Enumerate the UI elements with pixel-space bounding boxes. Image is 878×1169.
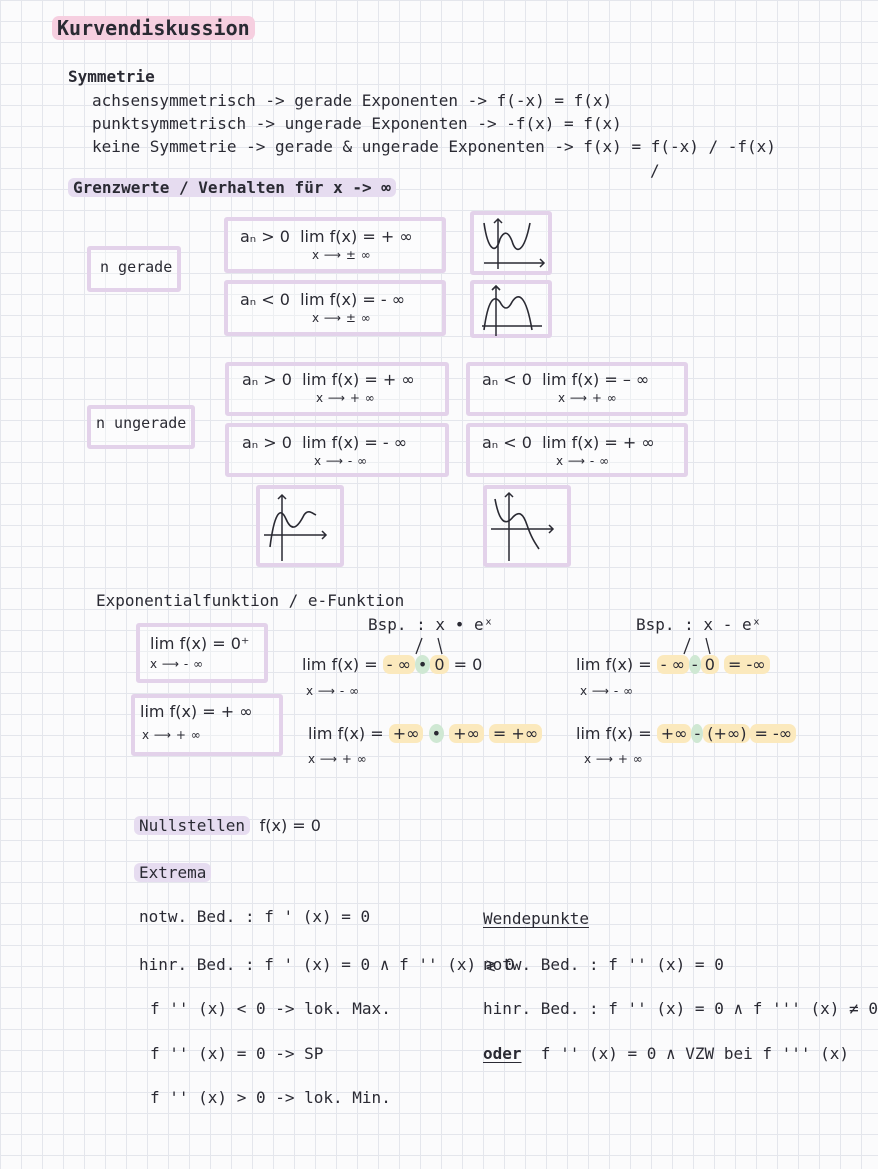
- exp-limit-box-minus: [136, 623, 268, 683]
- limit-ungerade-pos-minus-sub: x ⟶ - ∞: [314, 454, 368, 468]
- sketch-rising-curve: [256, 485, 344, 567]
- example2-bsp: Bsp. : x - eˣ: [636, 615, 762, 634]
- limit-ungerade-neg-minus-sub: x ⟶ - ∞: [556, 454, 610, 468]
- nullstellen: Nullstellen f(x) = 0: [134, 816, 321, 835]
- wendepunkte-hinr: hinr. Bed. : f '' (x) = 0 ∧ f ''' (x) ≠ 0: [483, 999, 878, 1018]
- example2-line1-sub: x ⟶ - ∞: [580, 684, 634, 698]
- limit-gerade-pos-sub: x ⟶ ± ∞: [312, 248, 372, 262]
- example2-line2-sub: x ⟶ + ∞: [584, 752, 644, 766]
- extrema-hinr: hinr. Bed. : f ' (x) = 0 ∧ f '' (x) ≷ 0: [139, 955, 515, 974]
- extrema-case-sp: f '' (x) = 0 -> SP: [150, 1044, 324, 1063]
- example1-line1: lim f(x) = - ∞ • 0 = 0: [302, 655, 483, 674]
- example1-bracket-lines: [410, 636, 450, 656]
- sketch-falling-curve: [483, 485, 571, 567]
- exp-limit-plus: lim f(x) = + ∞: [140, 702, 253, 721]
- exp-limit-minus: lim f(x) = 0⁺: [150, 634, 250, 653]
- exp-limit-minus-sub: x ⟶ - ∞: [150, 657, 204, 671]
- wendepunkte-heading: Wendepunkte: [483, 909, 589, 928]
- wendepunkte-oder: oder f '' (x) = 0 ∧ VZW bei f ''' (x): [483, 1044, 850, 1063]
- limit-gerade-neg-sub: x ⟶ ± ∞: [312, 311, 372, 325]
- limit-ungerade-pos-plus-sub: x ⟶ + ∞: [316, 391, 376, 405]
- page-title: Kurvendiskussion: [52, 16, 255, 40]
- n-ungerade-label: n ungerade: [96, 414, 187, 432]
- limit-gerade-neg: aₙ < 0 lim f(x) = - ∞: [240, 290, 406, 309]
- limit-gerade-pos: aₙ > 0 lim f(x) = + ∞: [240, 227, 413, 246]
- sketch-m-curve: [470, 280, 550, 340]
- limit-ungerade-neg-plus-sub: x ⟶ + ∞: [558, 391, 618, 405]
- example1-line2: lim f(x) = +∞ • +∞ = +∞: [308, 724, 542, 743]
- extrema-heading: Extrema: [134, 863, 211, 882]
- symmetrie-line-point: punktsymmetrisch -> ungerade Exponenten -> -f(x) = f(x): [92, 114, 622, 133]
- limit-ungerade-pos-plus: aₙ > 0 lim f(x) = + ∞: [242, 370, 415, 389]
- example1-bsp: Bsp. : x • eˣ: [368, 615, 494, 634]
- example2-bracket-lines: [678, 636, 718, 656]
- symmetrie-heading: Symmetrie: [68, 67, 155, 86]
- example2-line1: lim f(x) = - ∞ - 0 = -∞: [576, 655, 770, 674]
- exponential-heading: Exponentialfunktion / e-Funktion: [96, 591, 405, 610]
- symmetrie-line-none: keine Symmetrie -> gerade & ungerade Exponenten -> f(x) = f(-x) / -f(x): [92, 137, 776, 156]
- example2-line2: lim f(x) = +∞ - (+∞) = -∞: [576, 724, 796, 743]
- grenzwerte-heading: Grenzwerte / Verhalten für x -> ∞: [68, 178, 396, 197]
- limit-ungerade-neg-plus: aₙ < 0 lim f(x) = – ∞: [482, 370, 650, 389]
- extrema-notw: notw. Bed. : f ' (x) = 0: [139, 907, 371, 926]
- limit-ungerade-pos-minus: aₙ > 0 lim f(x) = - ∞: [242, 433, 408, 452]
- example1-line1-sub: x ⟶ - ∞: [306, 684, 360, 698]
- extrema-case-min: f '' (x) > 0 -> lok. Min.: [150, 1088, 391, 1107]
- n-gerade-label: n gerade: [100, 258, 173, 276]
- extrema-case-max: f '' (x) < 0 -> lok. Max.: [150, 999, 391, 1018]
- sketch-w-curve: [470, 211, 550, 275]
- limit-ungerade-neg-minus: aₙ < 0 lim f(x) = + ∞: [482, 433, 655, 452]
- exp-limit-plus-sub: x ⟶ + ∞: [142, 728, 202, 742]
- symmetrie-slash-mark: /: [650, 161, 660, 180]
- wendepunkte-notw: notw. Bed. : f '' (x) = 0: [483, 955, 724, 974]
- symmetrie-line-axis: achsensymmetrisch -> gerade Exponenten -> f(-x) = f(x): [92, 91, 613, 110]
- example1-line2-sub: x ⟶ + ∞: [308, 752, 368, 766]
